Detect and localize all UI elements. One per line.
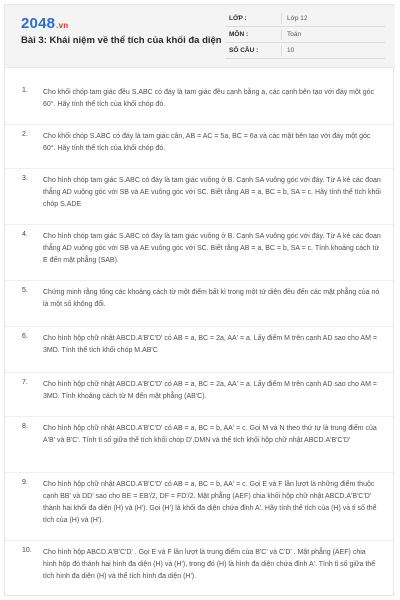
problem-item xyxy=(5,541,395,597)
meta-divider xyxy=(281,29,282,40)
problem-number: 3. xyxy=(22,175,28,182)
problem-text: Cho khối chóp S.ABC có đáy là tam giác cân, AB = AC = 5a, BC = 6a và các mặt bên tạo với đáy một góc 60°. Hãy tính thể tích của khối chóp đó. xyxy=(43,133,371,152)
problem-text: Cho hình hộp ABCD.A'B'C'D' . Gọi E và F lần lượt là trung điểm của B'C' và C'D' . Mặt phẳng (AEF) chia hình hộp đó thành hai hình đa diện (H) và (H'), trong đó (H) là hình đa diện chứa đỉnh A'. Tính tỉ số giữa thể tích hình đa diện (H) và thể tích hình đa diện (H'). xyxy=(43,549,376,580)
problem-number: 9. xyxy=(22,479,28,486)
problem-item xyxy=(5,473,395,541)
problem-number: 4. xyxy=(22,231,28,238)
problem-item xyxy=(5,373,395,417)
meta-grade xyxy=(225,11,385,27)
problem-number: 8. xyxy=(22,423,28,430)
problem-text: Cho hình hộp chữ nhật ABCD.A'B'C'D' có AB = a, BC = 2a, AA' = a. Lấy điểm M trên cạnh AD sao cho AM = 3MD. Tính khoảng cách từ M đến mặt phẳng (AB'C). xyxy=(43,381,377,400)
problem-text: Cho hình hộp chữ nhật ABCD.A'B'C'D' có AB = a, BC = b, AA' = c. Gọi E và F lần lượt là những điểm thuộc cạnh BB' và DD' sao cho BE = EB'/2, DF = FD'/2. Mặt phẳng (AEF) chia khối hộp chữ nhật ABCD.A'B'C'D' thành hai khối đa diện (H) và (H'). Gọi (H') là khối đa diện chứa đỉnh A'. Hãy tính thể tích của (H) và tỉ số thể tích của (H) và (H'). xyxy=(43,481,377,524)
problem-text: Cho khối chóp tam giác đều S.ABC có đáy là tam giác đều cạnh bằng a, các cạnh bên tạo với đáy một góc 60°. Hãy tính thể tích của khối chóp đó. xyxy=(43,89,375,108)
problem-item xyxy=(5,281,395,327)
worksheet-page xyxy=(4,4,394,596)
meta-question-count xyxy=(225,43,385,59)
problem-item xyxy=(5,327,395,373)
logo-suffix: .vn xyxy=(56,21,69,30)
problem-text: Chứng minh rằng tổng các khoảng cách từ một điểm bất kì trong một tứ diện đều đến các mặt phẳng của nó là một số không đổi. xyxy=(43,289,380,308)
problem-item xyxy=(5,225,395,281)
logo-text: 2048 xyxy=(21,15,56,32)
meta-label: MÔN : xyxy=(229,31,249,38)
problem-number: 2. xyxy=(22,131,28,138)
meta-value: 10 xyxy=(287,47,295,54)
problem-text: Cho hình chóp tam giác S.ABC có đáy là tam giác vuông ở B. Cạnh SA vuông góc với đáy. Từ A kẻ các đoạn thẳng AD vuông góc với SB và AE vuông góc với SC. Biết rằng AB = a, BC = b, SA = c. Hãy tính thể tích khối chóp S.ADE xyxy=(43,177,381,208)
problem-number: 6. xyxy=(22,333,28,340)
problem-number: 7. xyxy=(22,379,28,386)
meta-divider xyxy=(281,45,282,56)
problem-number: 10. xyxy=(22,547,32,554)
problem-item xyxy=(5,417,395,473)
meta-label: LỚP : xyxy=(229,15,247,22)
problem-text: Cho hình hộp chữ nhật ABCD.A'B'C'D' có AB = a, BC = b, AA' = c. Gọi M và N theo thứ tự là trung điểm của A'B' và B'C'. Tính tỉ số giữa thể tích khối chóp D'.DMN và thể tích khối hộp chữ nhật ABCD.A'B'C'D' xyxy=(43,425,377,444)
meta-value: Lớp 12 xyxy=(287,15,308,22)
problem-number: 1. xyxy=(22,87,28,94)
meta-label: SỐ CÂU : xyxy=(229,47,259,54)
problem-item xyxy=(5,125,395,169)
meta-divider xyxy=(281,13,282,24)
meta-value: Toán xyxy=(287,31,302,38)
problem-text: Cho hình hộp chữ nhật ABCD.A'B'C'D' có AB = a, BC = 2a, AA' = a. Lấy điểm M trên cạnh AD sao cho AM = 3MD. Tính thể tích khối chóp M.AB'C xyxy=(43,335,377,354)
meta-subject xyxy=(225,27,385,43)
worksheet-header xyxy=(5,5,395,68)
site-logo[interactable] xyxy=(21,15,68,32)
problem-item xyxy=(5,169,395,225)
page-title: Bài 3: Khái niệm về thể tích của khối đa diện xyxy=(21,35,222,46)
problem-text: Cho hình chóp tam giác S.ABC có đáy là tam giác vuông ở B. Cạnh SA vuông góc với đáy. Từ A kẻ các đoạn thẳng AD vuông góc với SB và AE vuông góc với SC. Biết rằng AB = a, BC = b, SA = c. Tính khoảng cách từ E đến mặt phẳng (SAB). xyxy=(43,233,381,264)
problem-number: 5. xyxy=(22,287,28,294)
problem-item xyxy=(5,81,395,125)
